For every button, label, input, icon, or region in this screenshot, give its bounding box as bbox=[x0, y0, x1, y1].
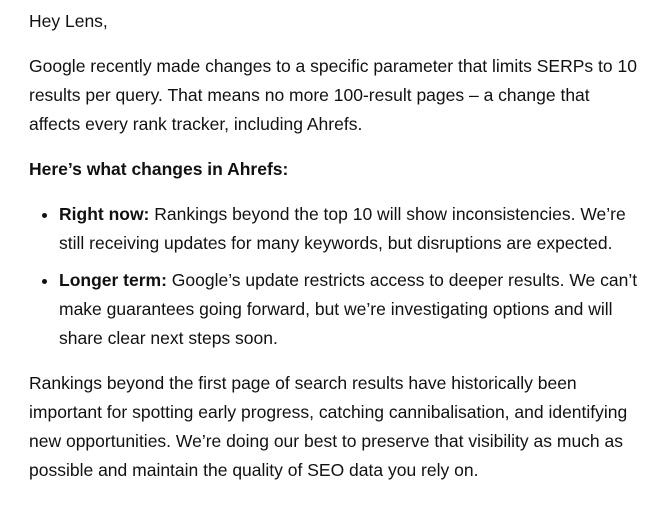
closing-paragraph: Rankings beyond the first page of search results have historically been important for spotting early progress, catching cannibalisation, and identifying new opportunities. We’re doing our best to preserve that visibility as much as possible and maintain the quality of SEO data you rely on. bbox=[29, 373, 628, 480]
list-item-longer-term bbox=[59, 266, 640, 353]
bullet-label: Right now: bbox=[59, 204, 150, 224]
intro-paragraph: Google recently made changes to a specific parameter that limits SERPs to 10 results per query. That means no more 100-result pages – a change that affects every rank tracker, including Ahrefs. bbox=[29, 56, 637, 134]
greeting: Hey Lens, bbox=[29, 11, 108, 31]
list-item-right-now bbox=[59, 200, 640, 258]
changes-heading: Here’s what changes in Ahrefs: bbox=[29, 159, 289, 179]
bullet-label: Longer term: bbox=[59, 270, 167, 290]
bullet-text: Google’s update restricts access to deeper results. We can’t make guarantees going forward, but we’re investigating options and will share clear next steps soon. bbox=[59, 270, 638, 348]
bullet-text: Rankings beyond the top 10 will show inconsistencies. We’re still receiving updates for many keywords, but disruptions are expected. bbox=[59, 204, 626, 253]
changes-list bbox=[29, 200, 640, 353]
